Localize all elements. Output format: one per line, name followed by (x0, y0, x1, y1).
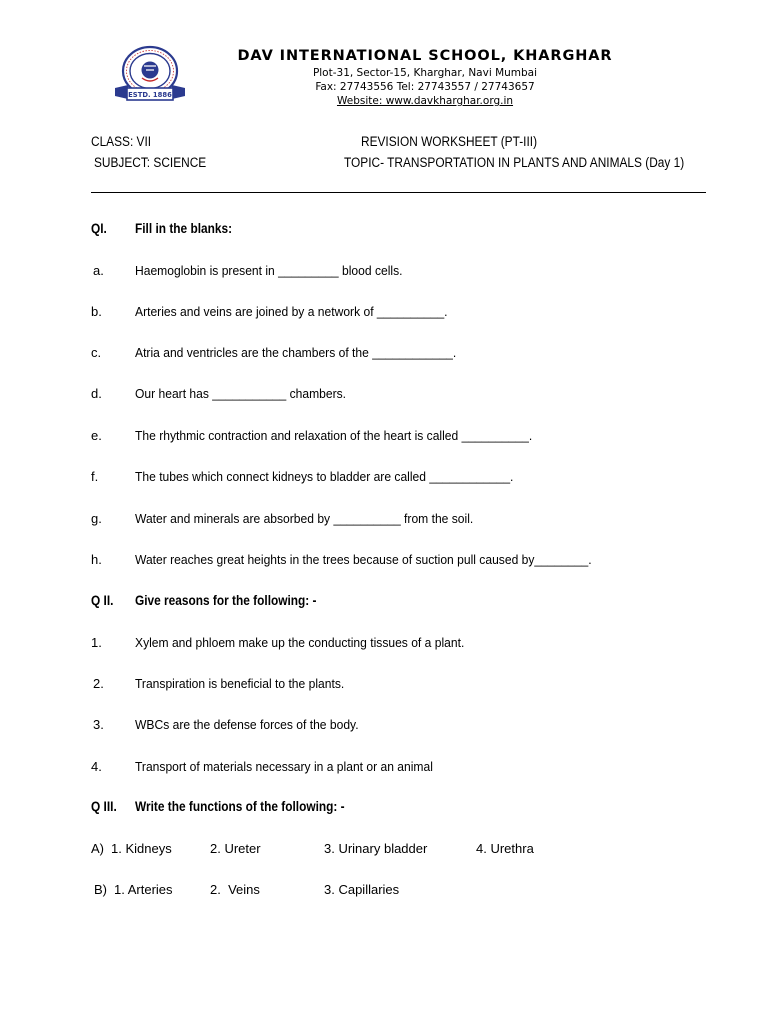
q2-item-marker: 4. (91, 759, 102, 774)
question-3-heading: Write the functions of the following: - (135, 799, 345, 814)
q2-item-text: Xylem and phloem make up the conducting tissues of a plant. (135, 635, 465, 650)
q1-item-text: Atria and ventricles are the chambers of the ____________. (135, 345, 457, 360)
q1-item-marker: e. (91, 428, 102, 443)
worksheet-title: REVISION WORKSHEET (PT-III) (361, 134, 538, 149)
header-divider (91, 192, 706, 193)
row-a-item: 2. Ureter (210, 841, 261, 856)
q1-item-text: The rhythmic contraction and relaxation of the heart is called __________. (135, 428, 533, 443)
q1-item-text: Water reaches great heights in the trees because of suction pull caused by________. (135, 552, 592, 567)
row-b-item: 1. Arteries (114, 882, 173, 897)
q1-item-marker: d. (91, 386, 102, 401)
q1-item-text: Haemoglobin is present in _________ blood cells. (135, 263, 403, 278)
school-address: Plot-31, Sector-15, Kharghar, Navi Mumbai (312, 67, 538, 79)
q1-item-text: Our heart has ___________ chambers. (135, 386, 347, 401)
q1-item-marker: c. (91, 345, 102, 360)
q2-item-text: WBCs are the defense forces of the body. (135, 717, 359, 732)
school-name: DAV INTERNATIONAL SCHOOL, KHARGHAR (237, 48, 613, 64)
row-a-item: 1. Kidneys (111, 841, 172, 856)
school-website: Website: www.davkharghar.org.in (336, 95, 514, 107)
q2-item-text: Transpiration is beneficial to the plants. (135, 676, 345, 691)
row-a-label: A) (91, 841, 104, 856)
q2-item-marker: 2. (93, 676, 104, 691)
q1-item-marker: g. (91, 511, 102, 526)
question-2-number: Q II. (91, 593, 114, 608)
q1-item-marker: b. (91, 304, 102, 319)
question-1-number: QI. (91, 221, 107, 236)
q1-item-marker: f. (91, 469, 99, 484)
school-contact: Fax: 27743556 Tel: 27743557 / 27743657 (315, 81, 535, 93)
question-1-heading: Fill in the blanks: (135, 221, 233, 236)
q2-item-marker: 1. (91, 635, 102, 650)
row-b-item: 2. Veins (210, 882, 260, 897)
q1-item-marker: h. (91, 552, 102, 567)
school-logo-icon (111, 44, 189, 106)
row-a-item: 3. Urinary bladder (324, 841, 428, 856)
q1-item-text: Water and minerals are absorbed by __________ from the soil. (135, 511, 474, 526)
topic-title: TOPIC- TRANSPORTATION IN PLANTS AND ANIMALS (Day 1) (344, 155, 685, 170)
q2-item-marker: 3. (93, 717, 104, 732)
row-b-item: 3. Capillaries (324, 882, 400, 897)
question-3-number: Q III. (91, 799, 117, 814)
row-b-label: B) (94, 882, 107, 897)
class-label: CLASS: VII (91, 134, 152, 149)
subject-label: SUBJECT: SCIENCE (94, 155, 207, 170)
q1-item-text: Arteries and veins are joined by a network of __________. (135, 304, 448, 319)
question-2-heading: Give reasons for the following: - (135, 593, 317, 608)
logo-estd-text: ESTD. 1886 (128, 91, 172, 99)
row-a-item: 4. Urethra (476, 841, 534, 856)
q2-item-text: Transport of materials necessary in a plant or an animal (135, 759, 433, 774)
q1-item-marker: a. (93, 263, 104, 278)
q1-item-text: The tubes which connect kidneys to bladder are called ____________. (135, 469, 514, 484)
